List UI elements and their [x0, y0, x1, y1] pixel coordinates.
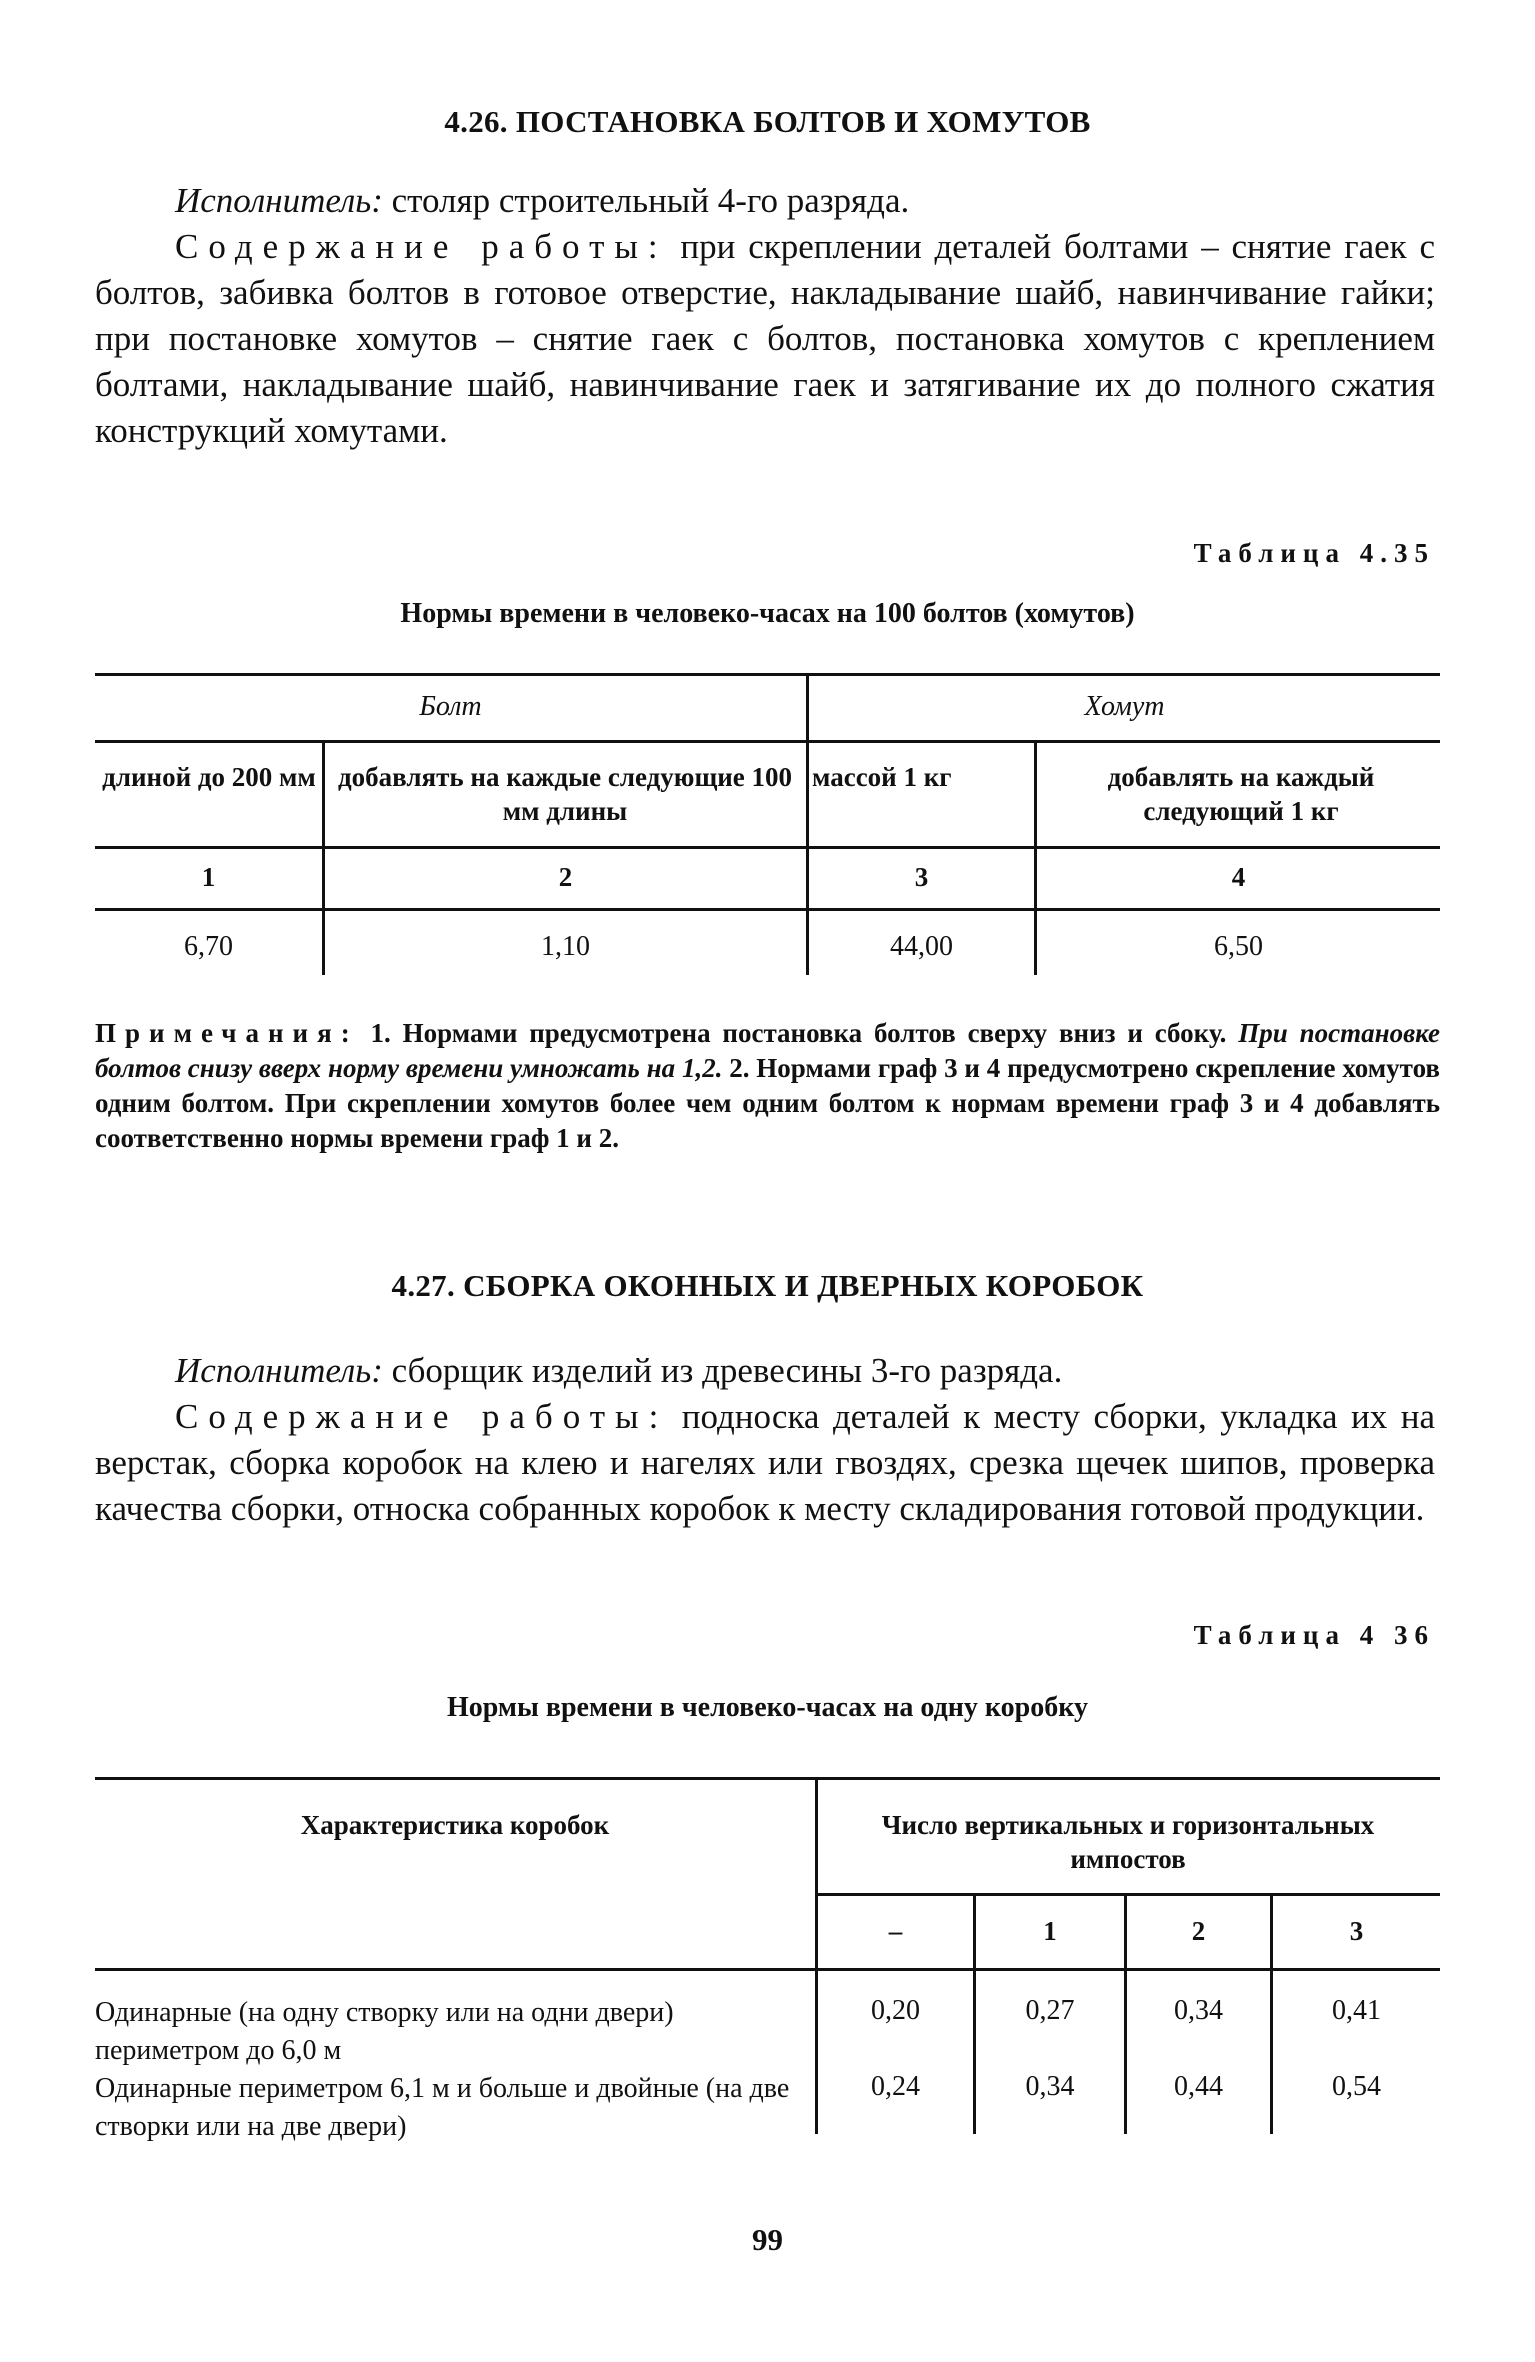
notes-text-2: 2. Нормами граф 3 и 4 предусмотрено скрепление хомутов одним болтом. При скреплении хомутов более чем одним болтом к нормам времени граф 3 и 4 добавлять соответственно нормы времени граф 1 и 2. — [95, 1053, 1440, 1153]
executor-paragraph-1 — [95, 178, 1435, 224]
table-number-4-35: Таблица 4.35 — [1193, 538, 1435, 568]
col-num: 1 — [201, 862, 216, 892]
table-notes — [95, 1016, 1440, 1156]
group-header-bolt: Болт — [419, 691, 482, 722]
content-text: при скреплении деталей болтами – снятие гаек с болтов, забивка болтов в готовое отверстие, накладывание шайб, навинчивание гайки; при постановке хомутов – снятие гаек с болтов, постановка хомутов с креплением болтами, накладывание шайб, навинчивание гаек и затягивание их до полного сжатия конструкций хомутами. — [95, 227, 1436, 450]
table-rule — [95, 673, 1440, 676]
notes-label: Примечания: — [95, 1018, 359, 1048]
section-title-4-26: 4.26. ПОСТАНОВКА БОЛТОВ И ХОМУТОВ — [444, 104, 1091, 139]
table-value: 44,00 — [890, 931, 953, 962]
col-header-length: длиной до 200 мм — [102, 762, 316, 792]
executor-paragraph-2 — [95, 1348, 1435, 1394]
group-header-clamp: Хомут — [1084, 691, 1165, 722]
sub-col-header: 2 — [1191, 1916, 1206, 1946]
table-rule — [818, 1893, 1440, 1896]
table-rule — [95, 908, 1440, 911]
table-caption-4-36: Нормы времени в человеко-часах на одну коробку — [447, 1692, 1088, 1723]
table-rule — [95, 1968, 1440, 1971]
col-num: 3 — [914, 862, 929, 892]
content-label: Содержание работы: — [175, 1397, 669, 1436]
table-number-4-36: Таблица 4 36 — [1193, 1620, 1435, 1650]
col-header-characteristic: Характеристика коробок — [300, 1810, 610, 1840]
executor-label: Исполнитель: — [175, 1351, 383, 1390]
content-paragraph-1 — [95, 224, 1435, 454]
executor-label: Исполнитель: — [175, 181, 383, 220]
sub-col-header: – — [888, 1916, 903, 1946]
table-row-label: Одинарные (на одну створку или на одни двери) периметром до 6,0 м — [95, 1997, 674, 2066]
table-rule — [95, 740, 1440, 743]
table-row-label: Одинарные периметром 6,1 м и больше и двойные (на две створки или на две двери) — [95, 2073, 790, 2142]
table-value: 6,50 — [1214, 931, 1263, 962]
section-title-4-27: 4.27. СБОРКА ОКОННЫХ И ДВЕРНЫХ КОРОБОК — [391, 1268, 1144, 1303]
table-value: 6,70 — [184, 931, 233, 962]
sub-col-header: 3 — [1349, 1916, 1364, 1946]
col-header-add-length: добавлять на каждые следующие 100 мм длины — [337, 762, 793, 826]
col-num: 4 — [1231, 862, 1246, 892]
notes-text-1-italic: При постановке болтов снизу вверх норму времени умножать на 1,2. — [95, 1018, 1441, 1083]
table-value: 0,20 — [871, 1995, 920, 2026]
executor-text: сборщик изделий из древесины 3-го разряда. — [382, 1351, 1063, 1390]
col-num: 2 — [558, 862, 573, 892]
table-value: 0,24 — [871, 2071, 920, 2102]
table-value: 0,41 — [1332, 1995, 1381, 2026]
table-value: 0,44 — [1174, 2071, 1223, 2102]
page-number: 99 — [752, 2222, 783, 2257]
table-caption-4-35: Нормы времени в человеко-часах на 100 болтов (хомутов) — [400, 598, 1135, 629]
executor-text: столяр строительный 4-го разряда. — [382, 181, 910, 220]
table-value: 0,27 — [1025, 1995, 1075, 2026]
notes-text-1: 1. Нормами предусмотрена постановка болтов сверху вниз и сбоку. — [358, 1018, 1239, 1048]
table-value: 0,54 — [1332, 2071, 1381, 2102]
content-text: подноска деталей к месту сборки, укладка их на верстак, сборка коробок на клею и нагелях или гвоздях, срезка щечек шипов, проверка качества сборки, относка собранных коробок к месту складирования готовой продукции. — [95, 1397, 1435, 1528]
col-header-mass: массой 1 кг — [812, 762, 952, 792]
col-header-add-mass: добавлять на каждый следующий 1 кг — [1107, 762, 1375, 826]
sub-col-header: 1 — [1043, 1916, 1057, 1946]
col-header-imposts: Число вертикальных и горизонтальных импостов — [881, 1810, 1375, 1874]
table-rule — [95, 846, 1440, 849]
content-paragraph-2 — [95, 1394, 1435, 1532]
content-label: Содержание работы: — [175, 227, 668, 266]
table-value: 1,10 — [541, 931, 590, 962]
table-value: 0,34 — [1025, 2071, 1075, 2102]
table-value: 0,34 — [1174, 1995, 1223, 2026]
table-rule — [95, 1777, 1440, 1780]
